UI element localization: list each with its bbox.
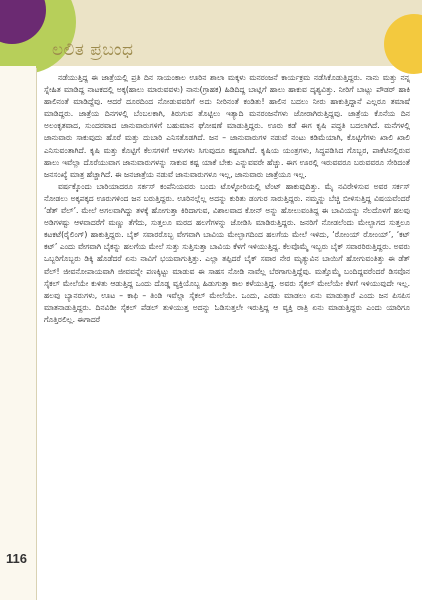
left-margin bbox=[0, 66, 36, 600]
paragraph: ನಡೆಯುತ್ತಿದ್ದ ಈ ಜಾತ್ರೆಯಲ್ಲಿ ಪ್ರತಿ ದಿನ ಸಾಯಂಕಾಲ ಊರಿನ ಶಾಲಾ ಮಕ್ಕಳು ಮನರಂಜನೆ ಕಾರ್ಯಕ್ರಮ ನಡೆಸಿಕೊಡುತ್ತಿದ್ದರು. ನಾನು ಮತ್ತು ನನ್ನ ಸ್ನೇಹಿತ ಮಾಡಿದ್ದ ನಾಟಕದಲ್ಲಿ ಅಕ್ಕ(ಹಾಲು ಮಾರುವವಳು) ನಾನು(ಗ್ರಾಹಕ) ಹಿಡಿದಿದ್ದ ಬಾಟ್ಲಿಗೆ ಹಾಲು ಹಾಕುವ ದೃಶ್ಯವಿತ್ತು. ನೀರಿಗೆ ಬಾಟ್ಲು ಪೌಡರ್ ಹಾಕಿ ಹಾಲಿನಂತೆ ಮಾಡಿದ್ದೆವು. ಆದರೆ ದೂರದಿಂದ ನೋಡುವವರಿಗೆ ಅದು ನೀರಿನಂತೆ ಕಂಡಿತು! ಹಾಲಿನ ಬದಲು ನೀರು ಹಾಕುತ್ತಿದ್ದಾನೆ ಎಲ್ಲರೂ ತಮಾಷೆ ಮಾಡಿದ್ದರು. ಜಾತ್ರೆಯ ದಿನಗಳಲ್ಲಿ ಬೆಂಬಲಕಾಗಿ, ತಿರುಗುವ ತೊಟ್ಟಿಲು ಇತ್ಯಾದಿ ಮನರಂಜನೆಗಳು ಜೋರಾಗಿರುತ್ತಿದ್ದವು. ಜಾತ್ರೆಯ ಕೊನೆಯ ದಿನ ಅಲಂಕೃತವಾದ, ಸುಂದರವಾದ ಜಾನುವಾರುಗಳಿಗೆ ಬಹುಮಾನ ಘೋಷಣೆ ಮಾಡುತ್ತಿದ್ದರು. ಊರು ಕಡೆ ಈಗ ಕೃಷಿ ಪದ್ಧತಿ ಬದಲಾಗಿದೆ. ಮನೆಗಳಲ್ಲಿ ಜಾನುವಾರು ಸಾಕುವುದು ಹೊರೆ ಮತ್ತು ದುಬಾರಿ ಎನಿಸತೊಡಗಿದೆ. ಜನ – ಜಾನುವಾರುಗಳ ನಡುವೆ ನಂಟು ಕಡಿಮೆಯಾಗಿ, ಕೊಟ್ಟಿಗೆಗಳು ಖಾಲಿ ಖಾಲಿ ಎನಿಸುವಂತಾಗಿದೆ. ಕೃಷಿ ಮತ್ತು ಕೊಟ್ಟಿಗೆ ಕೆಲಸಗಳಿಗೆ ಆಳುಗಳು ಸಿಗುವುದೂ ಕಷ್ಟವಾಗಿದೆ. ಕೃಷಿಯ ಯಂತ್ರಗಳು, ಸಿದ್ಧಪಡಿಸಿದ ಗೊಬ್ಬರ, ಪಾಕೆಟಿನಲ್ಲಿರುವ ಹಾಲು ಇವೆಲ್ಲಾ ದೊರೆಯುವಾಗ ಜಾನುವಾರುಗಳನ್ನು ಸಾಕುವ ಕಷ್ಟ ಯಾಕೆ ಬೇಕು ಎನ್ನುವವರೇ ಹೆಚ್ಚು. ಈಗ ಊರಲ್ಲಿ ಇರುವವರೂ ಬರುವವರೂ ಸೇರಿದಂತೆ ಜನಸಂಖ್ಯೆ ಮಾತ್ರ ಹೆಚ್ಚಾಗಿದೆ. ಈ ಜನಜಾತ್ರೆಯ ನಡುವೆ ಜಾನುವಾರುಗಳೂ ಇಲ್ಲ, ಜಾನುವಾರು ಜಾತ್ರೆಯೂ ಇಲ್ಲ. bbox=[44, 73, 410, 179]
body-text bbox=[44, 72, 410, 596]
paragraph: ವರ್ಷಕ್ಕೊಂದು ಬಾರಿಯಾದರೂ ಸರ್ಕಸ್ ಕಂಪೆನಿಯವರು ಬಂದು ಟೊಳ್ಳೋರಿಯಲ್ಲಿ ಟೆಂಟ್ ಹಾಕುವುದಿತ್ತು. ಮೈ ನವಿರೇಳಿಸುವ ಅವರ ಸರ್ಕಸ್ ನೋಡಲು ಅಕ್ಕಪಕ್ಕದ ಊರುಗಳಿಂದ ಜನ ಬರುತ್ತಿದ್ದರು. ಊರಿನಲ್ಲೆಲ್ಲ ಅದನ್ನು ಕುರಿತು ಡಂಗುರ ಸಾರುತ್ತಿದ್ದರು. ನಮ್ಮನ್ನು ಬೆಚ್ಚಿ ಬೀಳಿಸುತ್ತಿದ್ದ ವಿಷಯವೆಂದರೆ ‘ಡೆತ್ ವೆಲ್’. ಮೇಲೆ ಅಗಲವಾಗಿದ್ದು ತಳಕ್ಕೆ ಹೋಗುತ್ತಾ ಕಿರಿದಾಗುವ, ವಿಶಾಲವಾದ ಕೋನ್ ಅನ್ನು ಹೋಲುವಂತಿದ್ದ ಈ ಬಾವಿಯನ್ನು ನೆಲದೊಳಗೆ ಹಲವು ಅಡಿಗಳಷ್ಟು ಆಳವಾದರೆಗೆ ಮಣ್ಣು ತೆಗೆದು, ಸುತ್ತಲೂ ಮರದ ಹಲಗೆಗಳನ್ನು ಜೋಡಿಸಿ ಮಾಡಿರುತ್ತಿದ್ದರು. ಜನರಿಗೆ ನೋಡಲೆಂದು ಮೇಲ್ಭಾಗದ ಸುತ್ತಲೂ ಕಟಕಟೆ(ರೈಲಿಂಗ್) ಹಾಕುತ್ತಿದ್ದರು. ಬೈಕ್ ಸವಾರರೊಬ್ಬ ವೇಗವಾಗಿ ಬಾವಿಯ ಮೇಲ್ಭಾಗದಿಂದ ಹಲಗೆಯ ಮೇಲೆ ಇಳಿದು, ‘ರೋಂಯ್ ರೋಂಯ್’, ‘ಕಟ್ ಕಟ್’ ಎಂದು ವೇಗವಾಗಿ ಬೈಕನ್ನು ಹಲಗೆಯ ಮೇಲೆ ಸುತ್ತು ಸುತ್ತಿಸುತ್ತಾ ಬಾವಿಯ ಕೆಳಗೆ ಇಳಿಯುತ್ತಿದ್ದ. ಕೆಲವೊಮ್ಮೆ ಇಬ್ಬರು ಬೈಕ್ ಸವಾರರಿರುತ್ತಿದ್ದರು. ಅವರು ಒಬ್ಬರಿಗೊಬ್ಬರು ಡಿಕ್ಕಿ ಹೊಡೆದರೆ ಏನು ನಾವಿಗೆ ಭಯವಾಗುತ್ತಿತ್ತು. ಎಲ್ಲಾ ತಪ್ಪಿದರೆ ಬೈಕ್ ಸವಾರ ನೇರ ಮೃತ್ಯುವಿನ ಬಾಯಿಗೆ ಹೋಗುವಂತಿತ್ತು ಈ ಡೆತ್ ವೆಲ್! ಜೀವನೋಪಾಯವಾಗಿ ಜೀವವನ್ನೇ ಪಣಕ್ಕಿಟ್ಟು ಮಾಡುವ ಈ ಸಾಹಸ ನೋಡಿ ನಾವೆಲ್ಲ ಬೆರಗಾಗುತ್ತಿದ್ದೆವು. ಮತ್ತೊಮ್ಮೆ ಬಂದಿದ್ದವರೆಂದರೆ ಡಿಸವೊನ ಸೈಕಲ್ ಮೇಲೆಯೇ ಕುಳಿತು ಆಡುತ್ತಿದ್ದ ಒಂದು ದೊಡ್ಡ ವ್ಯಕ್ತಿಯೊಬ್ಬ ಹಿಡುಗುತ್ತಾ ಕಾಲ ಕಳೆಯುತ್ತಿದ್ದ. ಅವರು ಸೈಕಲ್ ಮೇಲೆಯೇ ಕೆಳಗೆ ಇಳಿಯುವುದೇ ಇಲ್ಲ. ಹಲವು ಬ್ಯಾನರುಗಳು, ಊಟ – ಕಾಫಿ – ತಿಂಡಿ ಇವೆಲ್ಲಾ ಸೈಕಲ್ ಮೇಲೆಯೇ. ಒಂದು, ಎರಡು ಮಾಡಲು ಏನು ಮಾಡುತ್ತಾರೆ ಎಂದು ಜನ ಪಿಸಪಿಸ ಮಾತನಾಡುತ್ತಿದ್ದರು. ದಿನವಿಡೀ ಸೈಕಲ್ ಪೆಡಲ್ ತುಳಿಯುತ್ತ ಅದನ್ನು ಓಡಿಸುತ್ತಲೇ ಇರುತ್ತಿದ್ದ ಆ ವ್ಯಕ್ತಿ ರಾತ್ರಿ ಏನು ಮಾಡುತ್ತಿದ್ದರು ಎಂದು ಯಾರಿಗೂ ಗೊತ್ತಿರಲಿಲ್ಲ. ಈಗಾದರೆ bbox=[44, 181, 410, 324]
margin-rule bbox=[36, 68, 37, 600]
page-number: 116 bbox=[6, 551, 27, 566]
section-title: ಲಲಿತ ಪ್ರಬಂಧ bbox=[52, 40, 134, 60]
